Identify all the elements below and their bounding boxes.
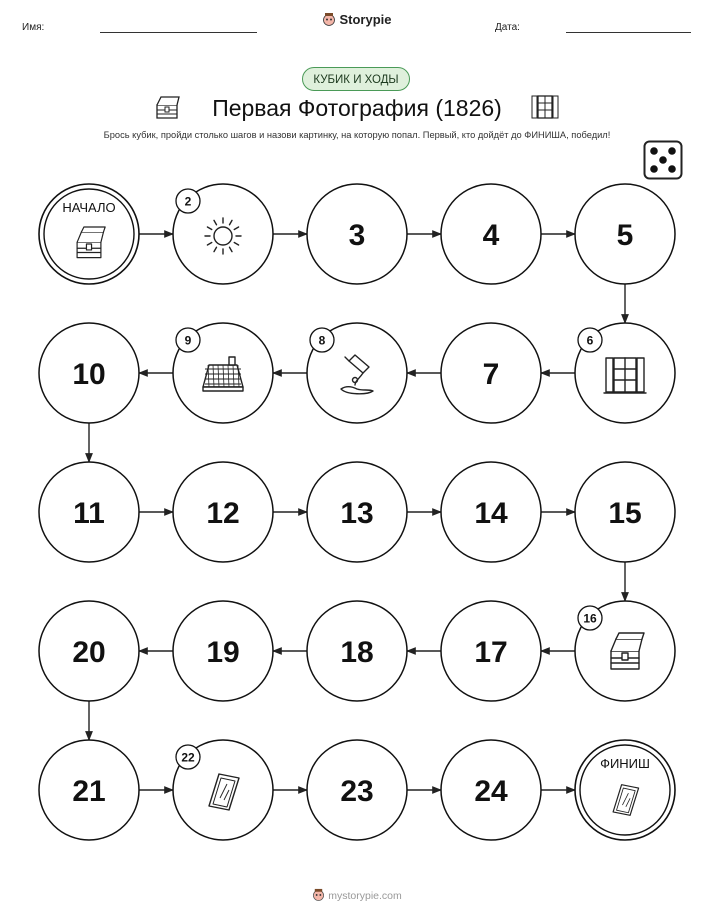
board-cell-18 bbox=[307, 601, 407, 701]
instructions-text: Брось кубик, пройди столько шагов и назови картинку, на которую попал. Первый, кто дойдёт до ФИНИША, победил! bbox=[103, 130, 611, 140]
cell-number: 2 bbox=[184, 194, 192, 209]
treasure-chest-icon bbox=[611, 633, 644, 669]
cell-number: 14 bbox=[474, 497, 508, 530]
board-cell-23 bbox=[307, 740, 407, 840]
board-cell-14 bbox=[441, 462, 541, 562]
cell-number: 23 bbox=[340, 775, 374, 808]
board-cell-16 bbox=[575, 601, 675, 701]
cell-number: 10 bbox=[72, 358, 106, 391]
storypie-logo-icon bbox=[312, 888, 325, 901]
date-label: Дата: bbox=[495, 22, 520, 33]
board-cell-4 bbox=[441, 184, 541, 284]
board-cell-15 bbox=[575, 462, 675, 562]
cell-number: 21 bbox=[72, 775, 106, 808]
board-cell-10 bbox=[39, 323, 139, 423]
cell-number: 17 bbox=[474, 636, 508, 669]
cell-number: 13 bbox=[340, 497, 374, 530]
cell-number: 6 bbox=[586, 333, 594, 348]
name-label: Имя: bbox=[22, 22, 45, 33]
cell-number: 4 bbox=[482, 219, 500, 252]
cell-number: 19 bbox=[206, 636, 240, 669]
board-cell-8 bbox=[307, 323, 407, 423]
cell-number: 24 bbox=[474, 775, 508, 808]
board-cell-24 bbox=[441, 740, 541, 840]
board-cell-12 bbox=[173, 462, 273, 562]
footer-url: mystorypie.com bbox=[328, 890, 402, 902]
cell-number: 3 bbox=[348, 219, 366, 252]
board-cell-17 bbox=[441, 601, 541, 701]
page-title: Первая Фотография (1826) bbox=[212, 95, 502, 121]
board-cell-11 bbox=[39, 462, 139, 562]
board-cell-13 bbox=[307, 462, 407, 562]
cell-number: 15 bbox=[608, 497, 642, 530]
cell-number: 22 bbox=[181, 750, 195, 765]
cell-number: 20 bbox=[72, 636, 106, 669]
cell-number: 5 bbox=[616, 219, 634, 252]
cell-number: 16 bbox=[583, 611, 597, 626]
finish-label: ФИНИШ bbox=[600, 756, 650, 771]
cell-number: 7 bbox=[482, 358, 500, 391]
cell-number: 12 bbox=[206, 497, 240, 530]
cell-number: 18 bbox=[340, 636, 374, 669]
board-cell-19 bbox=[173, 601, 273, 701]
cell-number: 11 bbox=[73, 497, 105, 530]
board-cell-20 bbox=[39, 601, 139, 701]
window-icon bbox=[604, 358, 646, 393]
board-cell-22 bbox=[173, 740, 273, 840]
board-cell-2 bbox=[173, 184, 273, 284]
cell-number: 8 bbox=[318, 333, 326, 348]
treasure-chest-icon bbox=[77, 227, 105, 258]
cell-number: 9 bbox=[184, 333, 192, 348]
board-cell-6 bbox=[575, 323, 675, 423]
board-cell-7 bbox=[441, 323, 541, 423]
board-cell-25 bbox=[575, 740, 675, 840]
brand-name: Storypie bbox=[339, 12, 392, 27]
game-type-badge: КУБИК И ХОДЫ bbox=[302, 67, 410, 91]
board-cell-9 bbox=[173, 323, 273, 423]
board-cell-3 bbox=[307, 184, 407, 284]
footer bbox=[0, 888, 714, 902]
start-label: НАЧАЛО bbox=[62, 200, 116, 215]
board-cell-1 bbox=[39, 184, 139, 284]
board-cell-5 bbox=[575, 184, 675, 284]
board-cell-21 bbox=[39, 740, 139, 840]
